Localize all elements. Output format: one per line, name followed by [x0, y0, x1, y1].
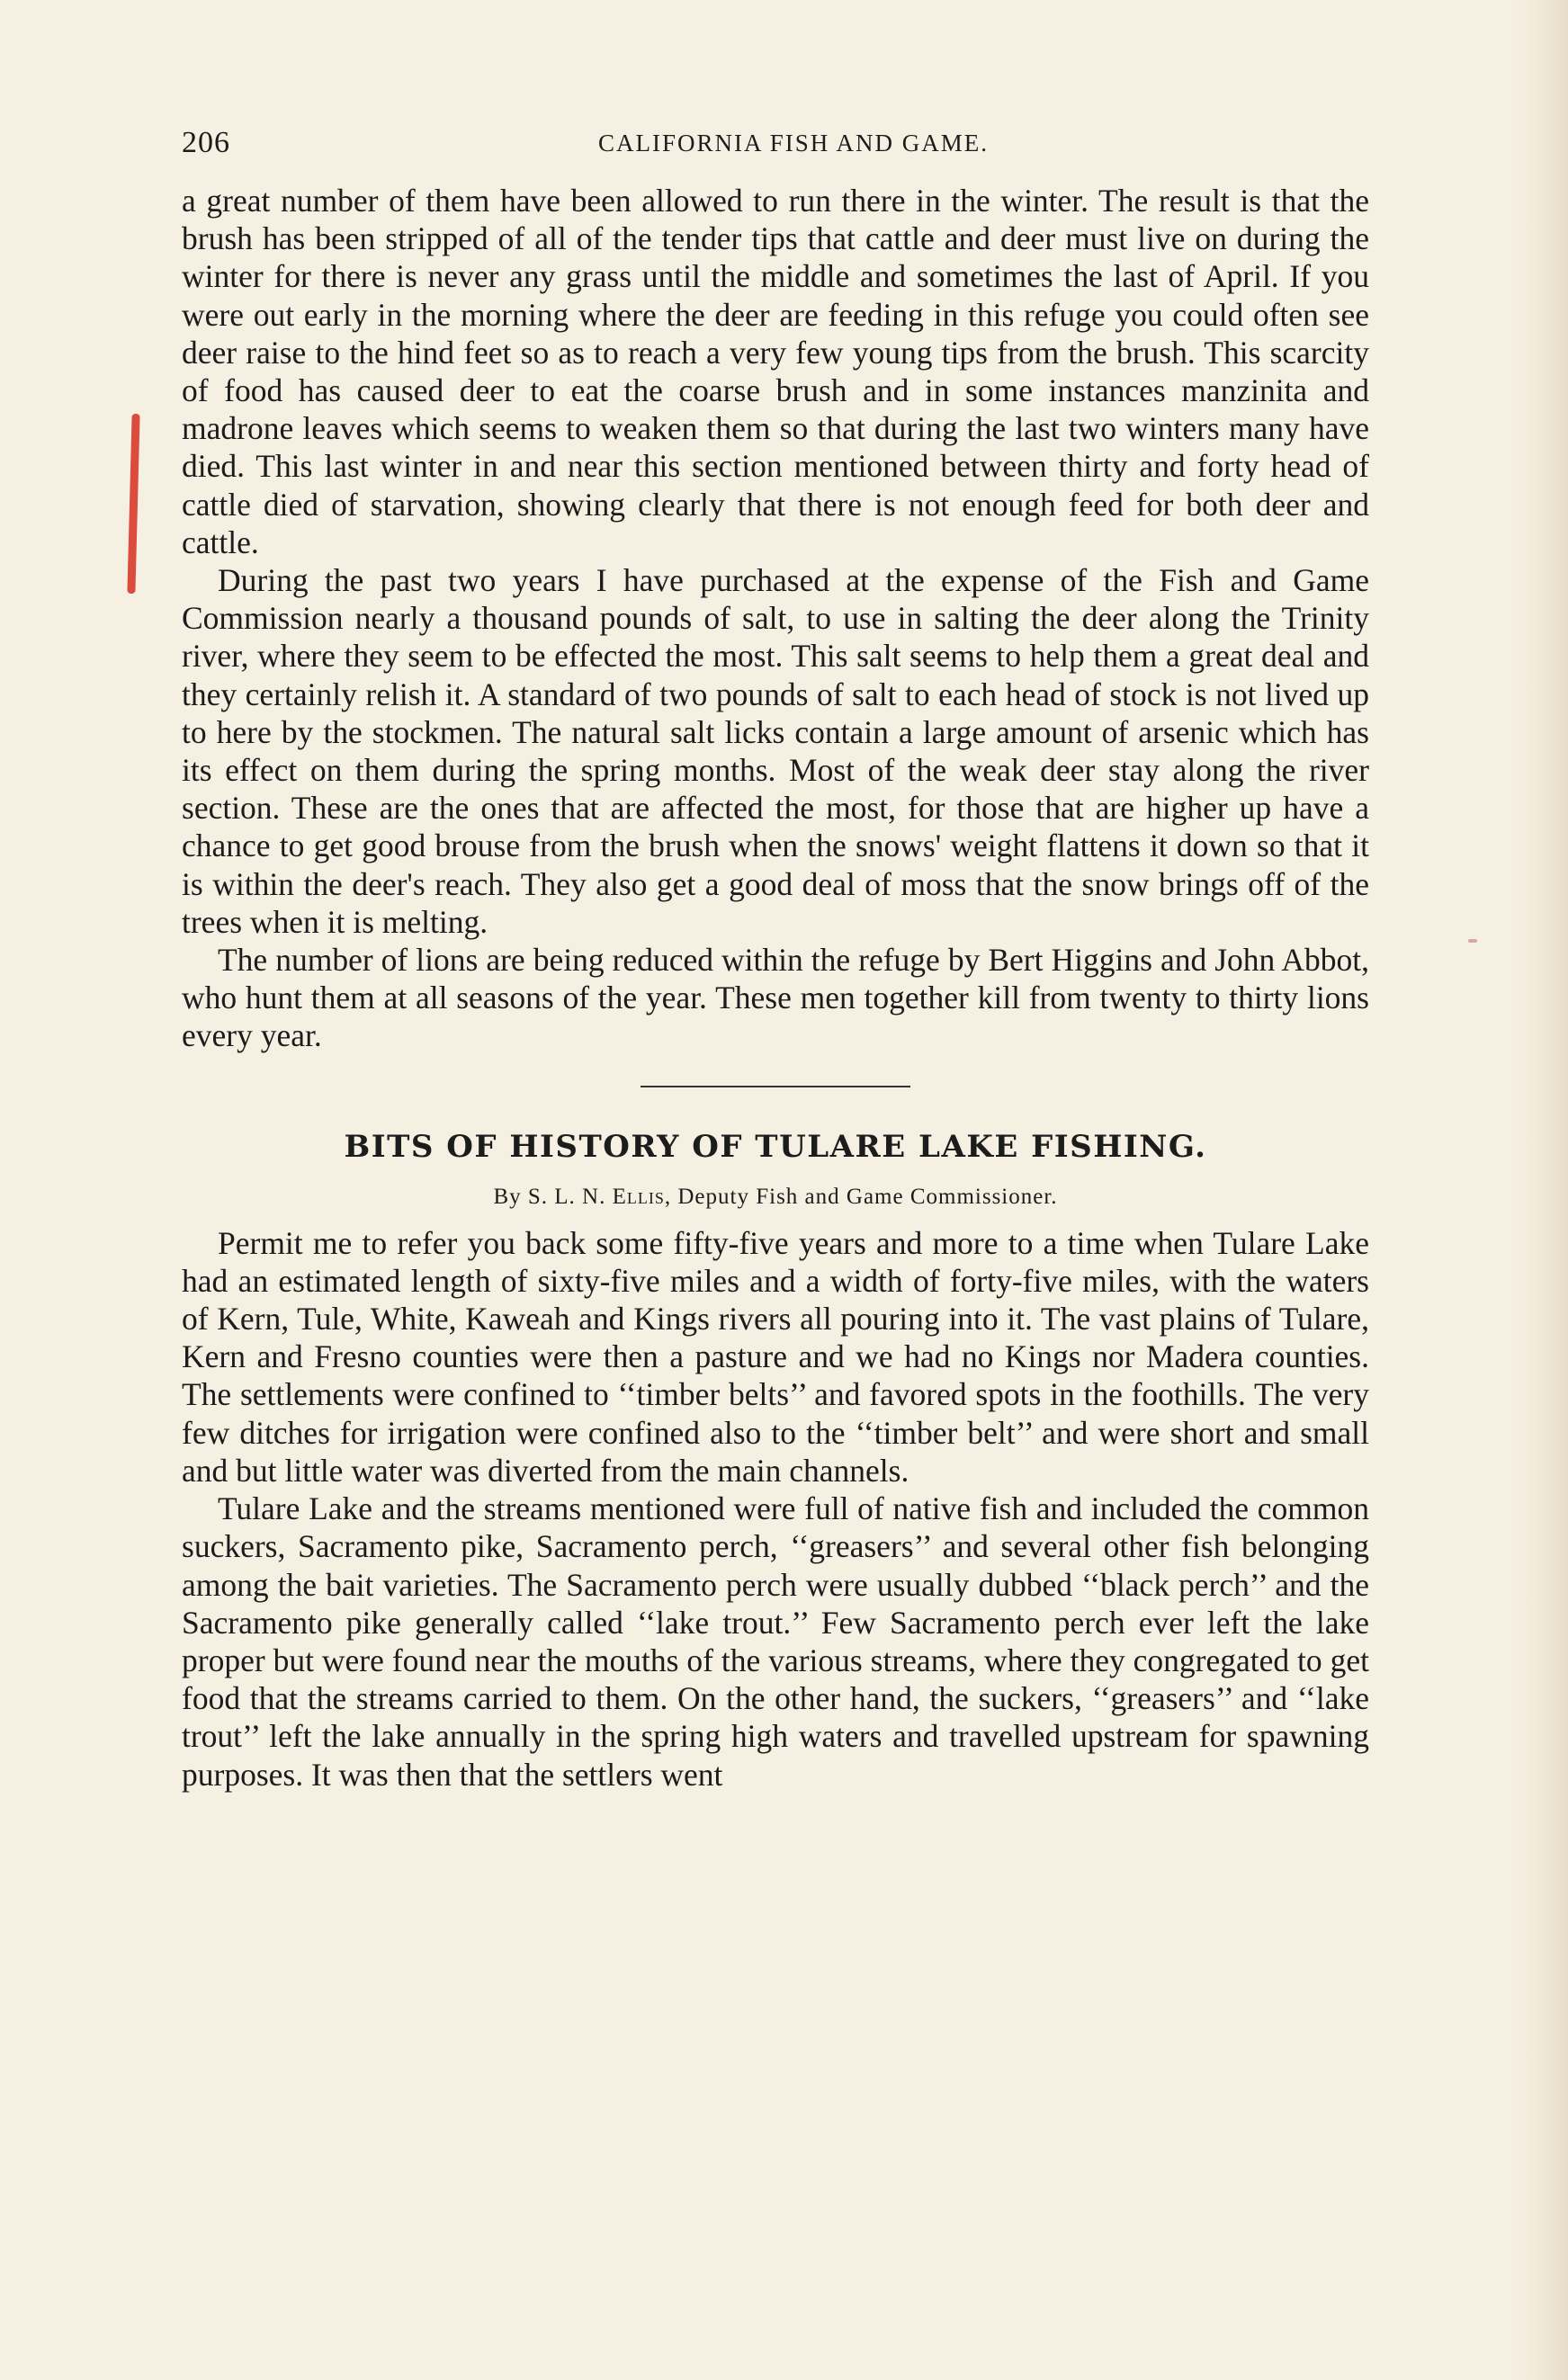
body-paragraph: During the past two years I have purchased at the expense of the Fish and Game Commission nearly a thousand pounds of salt, to use in salting the deer along the Trinity river, where they seem to be effected the most. This salt seems to help them a great deal and they certainly relish it. A standard of two pounds of salt to each head of stock is not lived up to here by the stockmen. The natural salt licks contain a large amount of arsenic which has its effect on them during the spring months. Most of the weak deer stay along the river section. These are the ones that are affected the most, for those that are higher up have a chance to get good brouse from the brush when the snows' weight flattens it down so that it is within the deer's reach. They also get a good deal of moss that the snow brings off of the trees when it is melting.	[182, 562, 1369, 940]
article-body	[182, 1224, 1369, 1794]
article-byline	[182, 1185, 1369, 1210]
running-head	[182, 126, 1369, 171]
article-paragraph: Permit me to refer you back some fifty-five years and more to a time when Tulare Lake had an estimated length of sixty-five miles and a width of forty-five miles, with the waters of Kern, Tule, White, Kaweah and Kings rivers all pouring into it. The vast plains of Tulare, Kern and Fresno counties were then a pasture and we had no Kings nor Madera counties. The settlements were confined to ‘‘timber belts’’ and favored spots in the foothills. The very few ditches for irrigation were confined also to the ‘‘timber belt’’ and were short and small and but little water was diverted from the main channels.	[182, 1224, 1369, 1489]
torn-page-edge	[1514, 0, 1568, 2380]
page-number: 206	[182, 126, 230, 159]
body-paragraph: The number of lions are being reduced within the refuge by Bert Higgins and John Abbot, who hunt them at all seasons of the year. These men together kill from twenty to thirty lions every year.	[182, 942, 1369, 1054]
red-margin-mark	[127, 414, 139, 594]
journal-title: CALIFORNIA FISH AND GAME.	[597, 130, 990, 157]
section-divider	[641, 1086, 910, 1087]
byline-prefix: By	[493, 1184, 522, 1209]
ink-speck	[1468, 939, 1477, 943]
byline-role: Deputy Fish and Game Commissioner.	[677, 1184, 1058, 1209]
article-title: BITS OF HISTORY OF TULARE LAKE FISHING.	[344, 1128, 1207, 1165]
byline-author: S. L. N. Ellis,	[527, 1184, 672, 1209]
body-paragraph: a great number of them have been allowed to run there in the winter. The result is that the brush has been stripped of all of the tender tips that cattle and deer must live on during the winter for there is never any grass until the middle and sometimes the last of April. If you were out early in the morning where the deer are feeding in this refuge you could often see deer raise to the hind feet so as to reach a very few young tips from the brush. This scarcity of food has caused deer to eat the coarse brush and in some instances manzinita and madrone leaves which seems to weaken them so that during the last two winters many have died. This last winter in and near this section mentioned between thirty and forty head of cattle died of starvation, showing clearly that there is not enough feed for both deer and cattle.	[182, 183, 1369, 560]
article-paragraph: Tulare Lake and the streams mentioned were full of native fish and included the common suckers, Sacramento pike, Sacramento perch, ‘‘greasers’’ and several other fish belonging among the bait varieties. The Sacramento perch were usually dubbed ‘‘black perch’’ and the Sacramento pike generally called ‘‘lake trout.’’ Few Sacramento perch ever left the lake proper but were found near the mouths of the various streams, where they congregated to get food that the streams carried to them. On the other hand, the suckers, ‘‘greasers’’ and ‘‘lake trout’’ left the lake annually in the spring high waters and travelled upstream for spawning purposes. It was then that the settlers went	[182, 1490, 1369, 1793]
page-content	[182, 126, 1369, 1794]
